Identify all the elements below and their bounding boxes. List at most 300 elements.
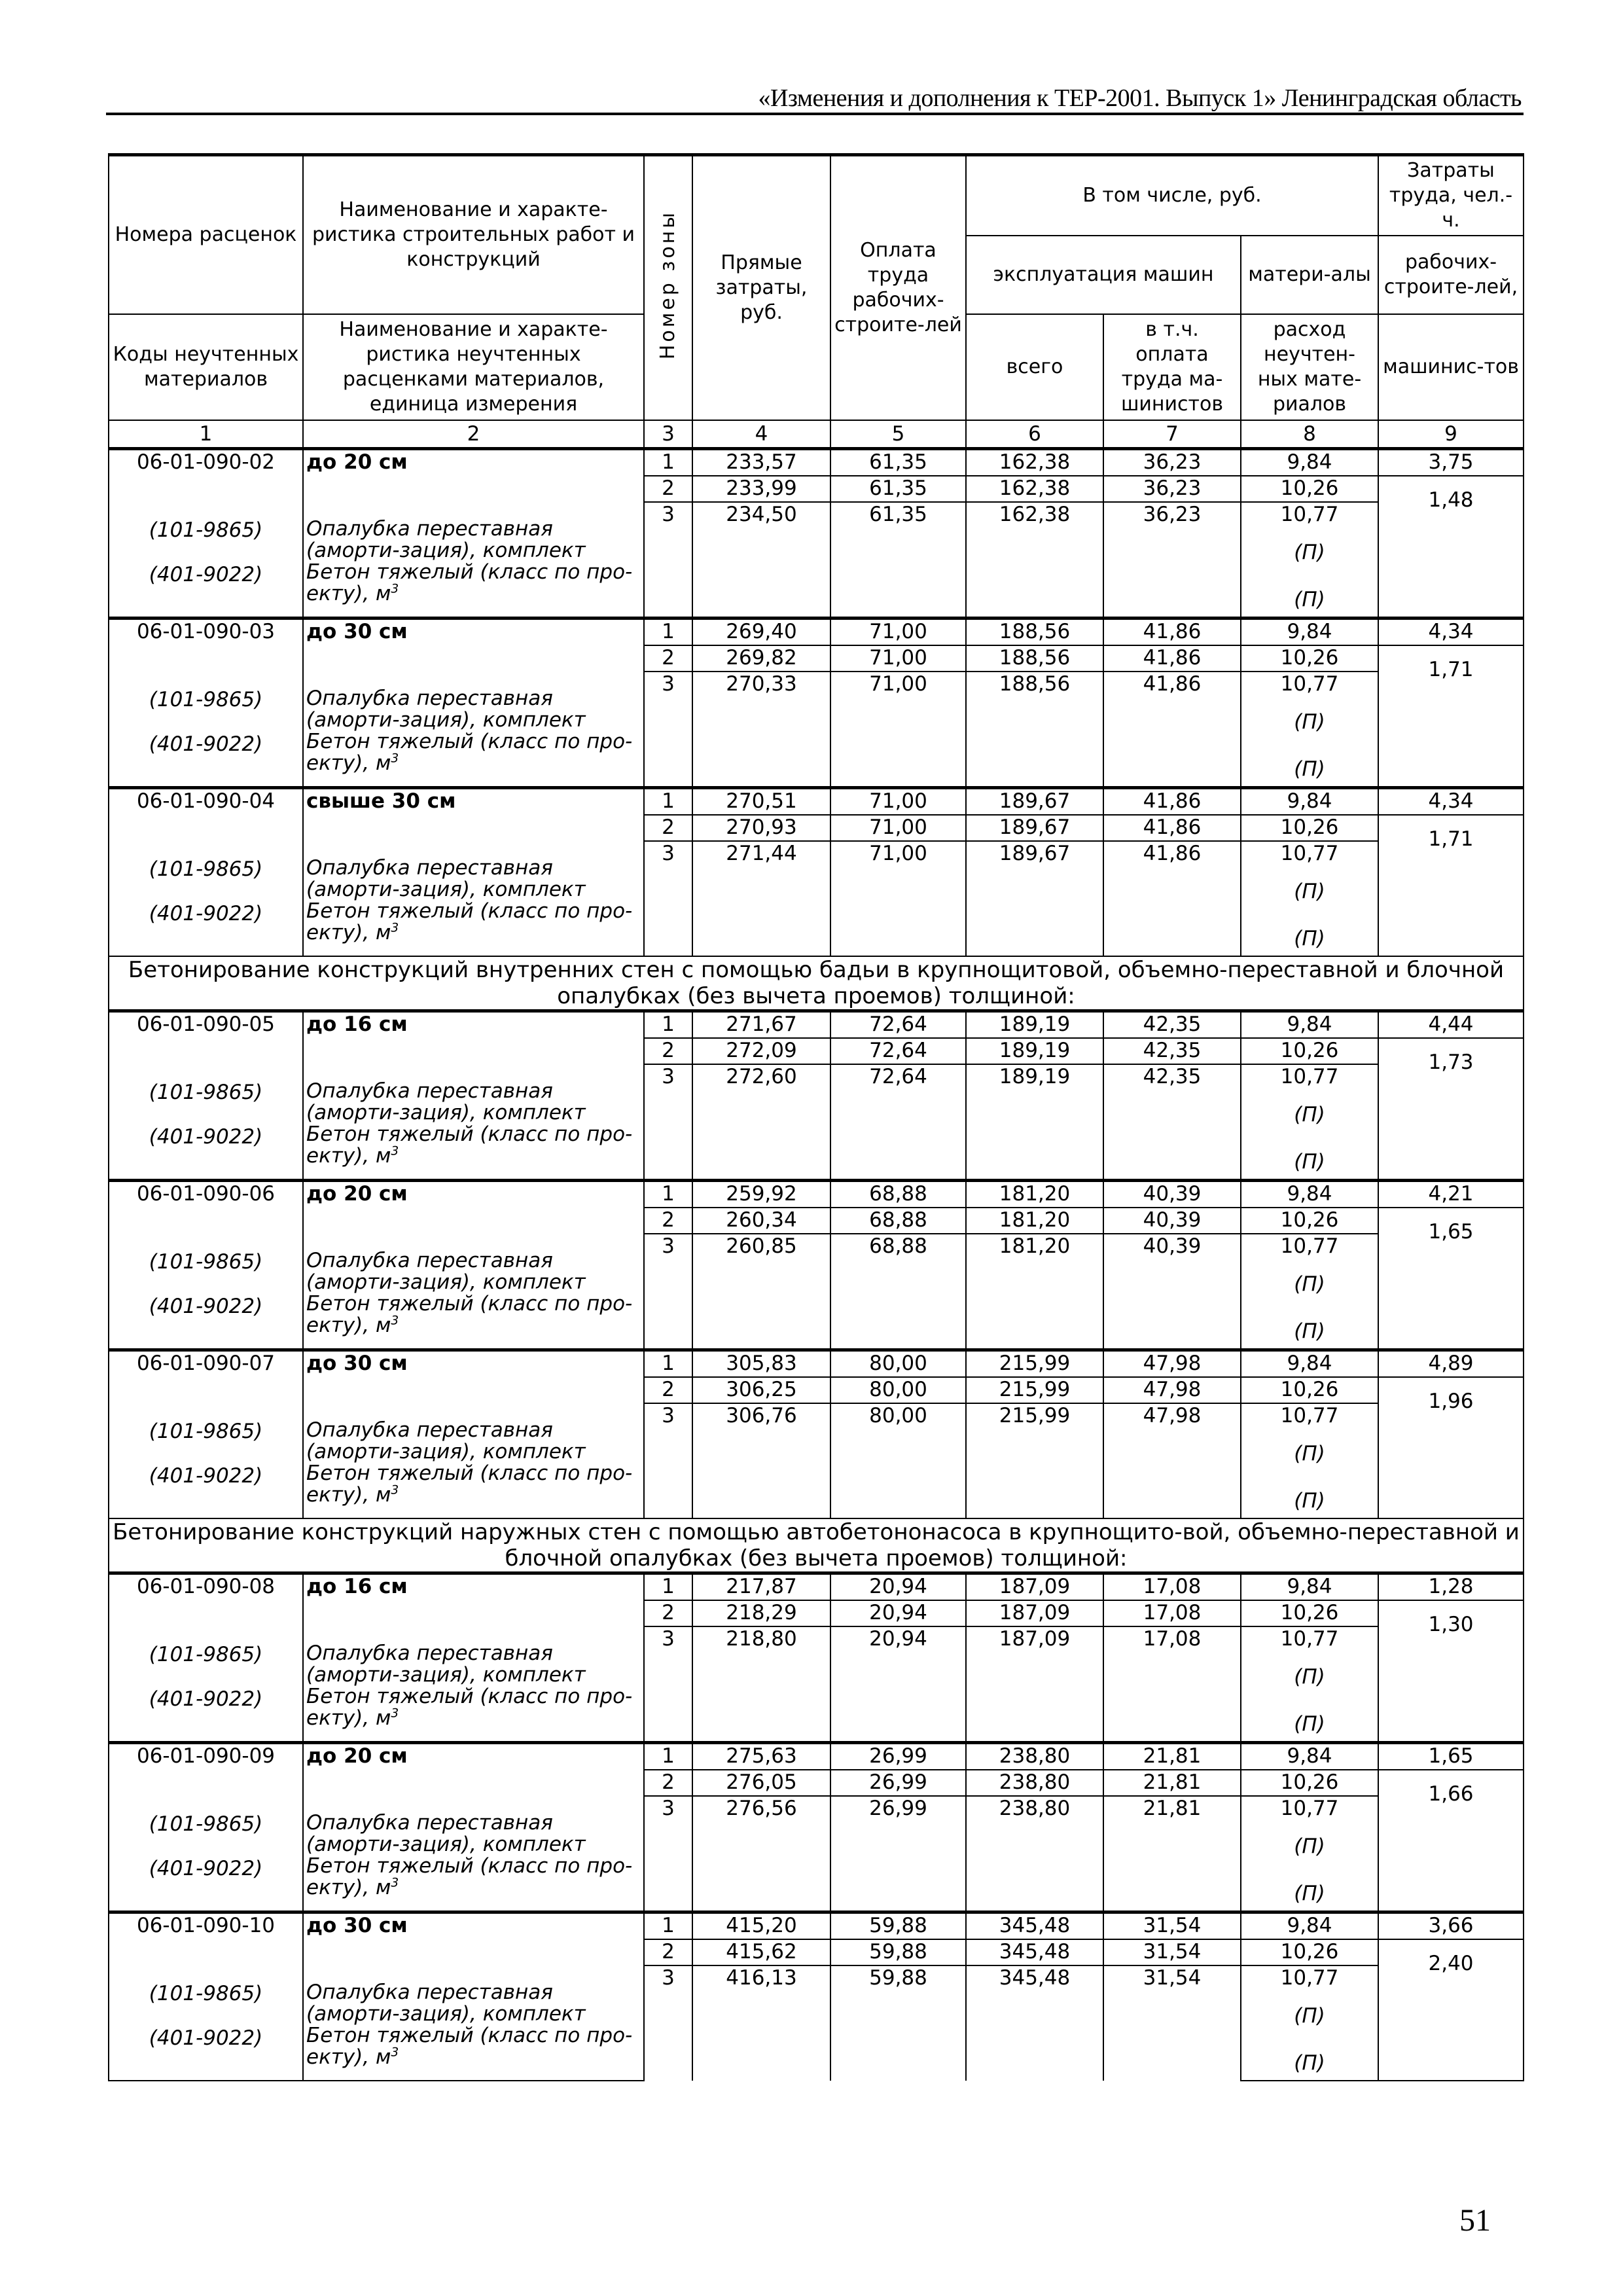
value-machines: 238,80 [966,1796,1103,1912]
value-wages: 26,99 [830,1796,966,1912]
material-name-text: Опалубка переставная (аморти-зация), комплект [306,1249,586,1294]
value-direct: 276,56 [692,1796,830,1912]
value-direct: 269,82 [692,645,830,672]
zone-number: 2 [644,815,692,841]
table-row [109,1912,1524,1940]
rate-name-cell [303,1011,644,1181]
value-direct: 272,09 [692,1038,830,1064]
zone-number: 1 [644,1743,692,1770]
header-including: В том числе, руб. [966,155,1378,236]
project-mark: (П) [1294,710,1325,734]
value-machines: 189,19 [966,1064,1103,1181]
material-name-text: Бетон тяжелый (класс по про-екту), м [306,1122,633,1168]
unit-superscript: 3 [391,1144,399,1158]
value-materials: 9,84 [1241,1011,1378,1039]
section-title: Бетонирование конструкций внутренних стен с помощью бадьи в крупнощитовой, объемно-переставной и блочной опалубках (без вычета проемов) толщиной: [109,956,1524,1011]
value-materials: 10,77 [1280,1627,1339,1651]
project-mark: (П) [1294,927,1325,950]
zone-number: 2 [644,1377,692,1403]
material-name-text: Бетон тяжелый (класс по про-екту), м [306,1854,633,1899]
value-wages: 72,64 [830,1064,966,1181]
project-mark: (П) [1294,1150,1325,1174]
value-machine-wages: 17,08 [1103,1600,1241,1626]
material-name-text: Бетон тяжелый (класс по про-екту), м [306,1462,633,1507]
value-machine-wages: 42,35 [1103,1011,1241,1039]
spacer [112,1768,300,1812]
value-wages: 59,88 [830,1912,966,1940]
project-mark: (П) [1294,1272,1325,1296]
zone-number: 2 [644,1600,692,1626]
material-name [306,1081,641,1124]
value-machines: 187,09 [966,1626,1103,1743]
value-wages: 20,94 [830,1573,966,1601]
value-machines: 189,19 [966,1038,1103,1064]
labor-workers-zone23: 1,65 [1378,1208,1524,1350]
column-number: 3 [644,420,692,449]
spacer [1244,950,1375,956]
material-name-text: Бетон тяжелый (класс по про-екту), м [306,1685,633,1730]
value-wages: 68,88 [830,1234,966,1350]
value-machines: 188,56 [966,645,1103,672]
table-row [109,1573,1524,1601]
labor-workers-zone23: 1,73 [1378,1038,1524,1181]
material-name-text: Опалубка переставная (аморти-зация), комплект [306,1079,586,1124]
value-machine-wages: 21,81 [1103,1770,1241,1796]
rate-code-cell [109,1011,303,1181]
table-row [109,788,1524,816]
table-row [109,619,1524,646]
value-wages: 68,88 [830,1208,966,1234]
rate-code: 06-01-090-07 [136,1352,276,1375]
value-machines: 189,19 [966,1011,1103,1039]
materials-cell [1241,1234,1378,1350]
material-code: (101-9865) [149,1081,263,1104]
rate-code-cell [109,449,303,619]
material-name-text: Бетон тяжелый (класс по про-екту), м [306,899,633,944]
labor-workers-zone1: 4,21 [1378,1181,1524,1208]
value-direct: 270,93 [692,815,830,841]
value-machines: 188,56 [966,619,1103,646]
zone-number: 1 [644,1912,692,1940]
value-materials: 10,26 [1241,1600,1378,1626]
rate-name: до 30 см [306,620,408,643]
unit-superscript: 3 [391,1706,399,1721]
zone-number: 3 [644,672,692,788]
value-machine-wages: 41,86 [1103,645,1241,672]
header-machinist-wages: в т.ч. оплата труда ма-шинистов [1103,314,1241,420]
value-wages: 80,00 [830,1350,966,1378]
value-machine-wages: 31,54 [1103,1912,1241,1940]
value-direct: 269,40 [692,619,830,646]
zone-number: 1 [644,1350,692,1378]
rate-name: до 16 см [306,1575,408,1598]
materials-cell [1241,1403,1378,1518]
materials-cell [1241,1965,1378,2081]
value-direct: 272,60 [692,1064,830,1181]
zone-number: 3 [644,1626,692,1743]
labor-workers-zone1: 3,75 [1378,449,1524,476]
labor-workers-zone23: 2,40 [1378,1939,1524,2081]
material-code: (101-9865) [149,857,263,881]
zone-number: 1 [644,1573,692,1601]
spacer [1244,1513,1375,1518]
value-materials: 10,77 [1280,1966,1339,1990]
value-machines: 215,99 [966,1350,1103,1378]
value-direct: 306,76 [692,1403,830,1518]
rate-code: 06-01-090-04 [136,789,276,813]
value-wages: 61,35 [830,502,966,619]
value-direct: 217,87 [692,1573,830,1601]
material-name-text: Бетон тяжелый (класс по про-екту), м [306,730,633,775]
value-machine-wages: 36,23 [1103,476,1241,502]
value-materials: 10,26 [1241,1377,1378,1403]
value-materials: 9,84 [1241,1573,1378,1601]
spacer [112,643,300,688]
material-code: (401-9022) [149,1464,263,1488]
material-code: (101-9865) [149,688,263,711]
value-materials: 9,84 [1241,619,1378,646]
value-direct: 259,92 [692,1181,830,1208]
zone-number: 1 [644,1011,692,1039]
value-direct: 233,57 [692,449,830,476]
labor-workers-zone1: 4,34 [1378,788,1524,816]
project-mark: (П) [1294,1665,1325,1689]
rate-code-cell [109,788,303,957]
value-wages: 72,64 [830,1038,966,1064]
rate-name: свыше 30 см [306,789,456,813]
running-head: «Изменения и дополнения к ТЕР-2001. Выпуск 1» Ленинградская область [758,84,1522,112]
column-number: 1 [109,420,303,449]
material-code: (101-9865) [149,1420,263,1443]
rate-code-cell [109,1743,303,1912]
unit-superscript: 3 [391,1483,399,1498]
unit-superscript: 3 [391,582,399,596]
rate-name-cell [303,1912,644,2081]
material-name-text: Бетон тяжелый (класс по про-екту), м [306,1292,633,1337]
value-machine-wages: 40,39 [1103,1208,1241,1234]
value-direct: 260,85 [692,1234,830,1350]
labor-workers-zone23: 1,71 [1378,815,1524,956]
column-number: 9 [1378,420,1524,449]
material-name-text: Бетон тяжелый (класс по про-екту), м [306,560,633,605]
value-machines: 215,99 [966,1377,1103,1403]
material-name-text: Опалубка переставная (аморти-зация), комплект [306,856,586,901]
zone-number: 2 [644,1770,692,1796]
value-wages: 71,00 [830,841,966,956]
table-body [109,420,1524,2081]
value-wages: 71,00 [830,672,966,788]
value-materials: 9,84 [1241,449,1378,476]
zone-number: 2 [644,1939,692,1965]
value-machines: 162,38 [966,476,1103,502]
material-code: (101-9865) [149,518,263,542]
value-machines: 162,38 [966,449,1103,476]
labor-workers-zone23: 1,96 [1378,1377,1524,1518]
material-name-text: Опалубка переставная (аморти-зация), комплект [306,1418,586,1463]
value-materials: 10,26 [1241,1038,1378,1064]
spacer [112,1937,300,1982]
project-mark: (П) [1294,1882,1325,1905]
zone-number: 2 [644,645,692,672]
value-machines: 181,20 [966,1234,1103,1350]
value-materials: 10,77 [1280,842,1339,865]
project-mark: (П) [1294,2004,1325,2028]
value-wages: 80,00 [830,1377,966,1403]
value-machines: 189,67 [966,815,1103,841]
project-mark: (П) [1294,1319,1325,1343]
material-code: (101-9865) [149,1982,263,2005]
value-wages: 71,00 [830,619,966,646]
spacer [306,1206,641,1250]
value-direct: 305,83 [692,1350,830,1378]
materials-cell [1241,841,1378,956]
project-mark: (П) [1294,1712,1325,1736]
spacer [306,1937,641,1982]
value-direct: 415,62 [692,1939,830,1965]
material-name-text: Опалубка переставная (аморти-зация), комплект [306,1981,586,2026]
rate-name-cell [303,449,644,619]
material-name-text: Опалубка переставная (аморти-зация), комплект [306,687,586,732]
rate-name: до 30 см [306,1914,408,1937]
header-direct-costs: Прямые затраты, руб. [692,155,830,421]
rates-table [108,153,1524,2081]
rate-code: 06-01-090-09 [136,1744,276,1768]
rate-code: 06-01-090-06 [136,1182,276,1206]
labor-workers-zone23: 1,48 [1378,476,1524,619]
spacer [1244,1905,1375,1910]
rate-code: 06-01-090-02 [136,450,276,474]
material-code: (401-9022) [149,2026,263,2050]
header-materials: матери-алы [1241,236,1378,314]
value-materials: 10,26 [1241,1939,1378,1965]
material-name [306,1982,641,2025]
table-row [109,1011,1524,1039]
spacer [112,1375,300,1420]
value-wages: 72,64 [830,1011,966,1039]
section-title-row [109,956,1524,1011]
value-materials: 9,84 [1241,788,1378,816]
spacer [112,542,300,550]
spacer [112,1666,300,1674]
material-name-text: Опалубка переставная (аморти-зация), комплект [306,1641,586,1687]
spacer [112,1274,300,1282]
labor-workers-zone1: 4,34 [1378,619,1524,646]
value-machine-wages: 31,54 [1103,1939,1241,1965]
unit-superscript: 3 [391,1876,399,1890]
value-machine-wages: 31,54 [1103,1965,1241,2081]
material-name [306,901,641,944]
material-name [306,1293,641,1336]
value-direct: 260,34 [692,1208,830,1234]
project-mark: (П) [1294,588,1325,611]
value-direct: 415,20 [692,1912,830,1940]
value-machines: 162,38 [966,502,1103,619]
spacer [112,1206,300,1250]
header-worker-wages: Оплата труда рабочих-строите-лей [830,155,966,421]
material-name [306,857,641,901]
value-direct: 416,13 [692,1965,830,2081]
spacer [306,643,641,688]
spacer [306,813,641,857]
unit-superscript: 3 [391,751,399,766]
value-machines: 345,48 [966,1965,1103,2081]
rate-name: до 20 см [306,450,408,474]
value-machine-wages: 41,86 [1103,815,1241,841]
value-machine-wages: 47,98 [1103,1350,1241,1378]
spacer [112,2005,300,2013]
value-direct: 270,33 [692,672,830,788]
value-materials: 10,77 [1280,1065,1339,1088]
labor-workers-zone1: 3,66 [1378,1912,1524,1940]
zone-number: 1 [644,619,692,646]
materials-cell [1241,1626,1378,1743]
value-machine-wages: 21,81 [1103,1796,1241,1912]
project-mark: (П) [1294,1103,1325,1126]
column-number: 5 [830,420,966,449]
value-direct: 275,63 [692,1743,830,1770]
material-code: (401-9022) [149,902,263,925]
rate-code-cell [109,1350,303,1519]
rate-code-cell [109,619,303,788]
rate-code: 06-01-090-05 [136,1013,276,1036]
header-labor-costs: Затраты труда, чел.-ч. [1378,155,1524,236]
value-direct: 271,44 [692,841,830,956]
rate-code: 06-01-090-08 [136,1575,276,1598]
header-machine-operation: эксплуатация машин [966,236,1241,314]
value-wages: 61,35 [830,476,966,502]
material-name [306,518,641,562]
spacer [1244,1174,1375,1179]
unit-superscript: 3 [391,1314,399,1328]
labor-workers-zone23: 1,30 [1378,1600,1524,1743]
rate-name: до 20 см [306,1182,408,1206]
value-materials: 9,84 [1241,1912,1378,1940]
project-mark: (П) [1294,880,1325,903]
value-machine-wages: 21,81 [1103,1743,1241,1770]
value-machines: 215,99 [966,1403,1103,1518]
value-machine-wages: 47,98 [1103,1403,1241,1518]
labor-workers-zone1: 4,44 [1378,1011,1524,1039]
spacer [112,1598,300,1643]
value-materials: 10,77 [1280,1234,1339,1258]
header-material-name: Наименование и характе-ристика неучтенных расценками материалов, единица измерения [303,314,644,420]
column-number: 4 [692,420,830,449]
value-machines: 345,48 [966,1912,1103,1940]
material-name [306,1420,641,1463]
rate-code-cell [109,1181,303,1350]
header-machines-total: всего [966,314,1103,420]
rate-name: до 16 см [306,1013,408,1036]
zone-number: 1 [644,788,692,816]
header-work-name: Наименование и характе-ристика строительных работ и конструкций [303,155,644,315]
column-number: 8 [1241,420,1378,449]
materials-cell [1241,1796,1378,1912]
value-direct: 276,05 [692,1770,830,1796]
value-machine-wages: 36,23 [1103,449,1241,476]
header-labor-workers: рабочих-строите-лей, [1378,236,1524,314]
rate-name-cell [303,1181,644,1350]
value-machine-wages: 40,39 [1103,1181,1241,1208]
value-materials: 10,77 [1280,1404,1339,1427]
spacer [306,1598,641,1643]
project-mark: (П) [1294,1489,1325,1513]
material-code: (401-9022) [149,1295,263,1318]
materials-cell [1241,502,1378,619]
spacer [112,813,300,857]
header-material-codes: Коды неучтенных материалов [109,314,303,420]
value-machines: 181,20 [966,1208,1103,1234]
zone-number: 3 [644,1403,692,1518]
material-code: (101-9865) [149,1812,263,1836]
zone-number: 1 [644,1181,692,1208]
rate-name-cell [303,1743,644,1912]
rate-name-cell [303,1350,644,1519]
value-machine-wages: 47,98 [1103,1377,1241,1403]
material-name-text: Опалубка переставная (аморти-зация), комплект [306,1811,586,1856]
value-materials: 10,77 [1280,1797,1339,1820]
material-name [306,1856,641,1899]
header-rule [106,113,1524,115]
column-numbers-row [109,420,1524,449]
value-machine-wages: 41,86 [1103,672,1241,788]
spacer [1244,611,1375,617]
page-number: 51 [1459,2203,1491,2238]
value-machines: 181,20 [966,1181,1103,1208]
spacer [306,474,641,518]
table-row [109,1743,1524,1770]
labor-workers-zone23: 1,71 [1378,645,1524,788]
spacer [306,1768,641,1812]
value-materials: 10,26 [1241,476,1378,502]
materials-cell [1241,1064,1378,1181]
value-direct: 218,80 [692,1626,830,1743]
spacer [112,881,300,889]
value-direct: 233,99 [692,476,830,502]
material-name [306,562,641,605]
value-wages: 68,88 [830,1181,966,1208]
project-mark: (П) [1294,2051,1325,2075]
unit-superscript: 3 [391,2045,399,2060]
value-machines: 187,09 [966,1573,1103,1601]
zone-number: 2 [644,1208,692,1234]
value-materials: 9,84 [1241,1350,1378,1378]
rate-code-cell [109,1912,303,2081]
rate-name: до 20 см [306,1744,408,1768]
value-machine-wages: 41,86 [1103,841,1241,956]
spacer [1244,1343,1375,1348]
material-name-text: Бетон тяжелый (класс по про-екту), м [306,2024,633,2069]
value-machine-wages: 17,08 [1103,1573,1241,1601]
value-wages: 71,00 [830,815,966,841]
material-name-text: Опалубка переставная (аморти-зация), комплект [306,517,586,562]
header-zone [644,155,692,421]
section-title: Бетонирование конструкций наружных стен с помощью автобетононасоса в крупнощито-вой, объемно-переставной и блочной опалубках (без вычета проемов) толщиной: [109,1518,1524,1573]
zone-number: 3 [644,502,692,619]
value-wages: 59,88 [830,1965,966,2081]
spacer [1244,781,1375,786]
material-name [306,1124,641,1167]
spacer [1244,2075,1375,2080]
value-wages: 71,00 [830,645,966,672]
rate-name: до 30 см [306,1352,408,1375]
value-direct: 234,50 [692,502,830,619]
value-wages: 26,99 [830,1770,966,1796]
rate-code: 06-01-090-03 [136,620,276,643]
header-rate-numbers: Номера расценок [109,155,303,315]
material-code: (401-9022) [149,1125,263,1149]
material-name [306,688,641,731]
value-wages: 20,94 [830,1626,966,1743]
